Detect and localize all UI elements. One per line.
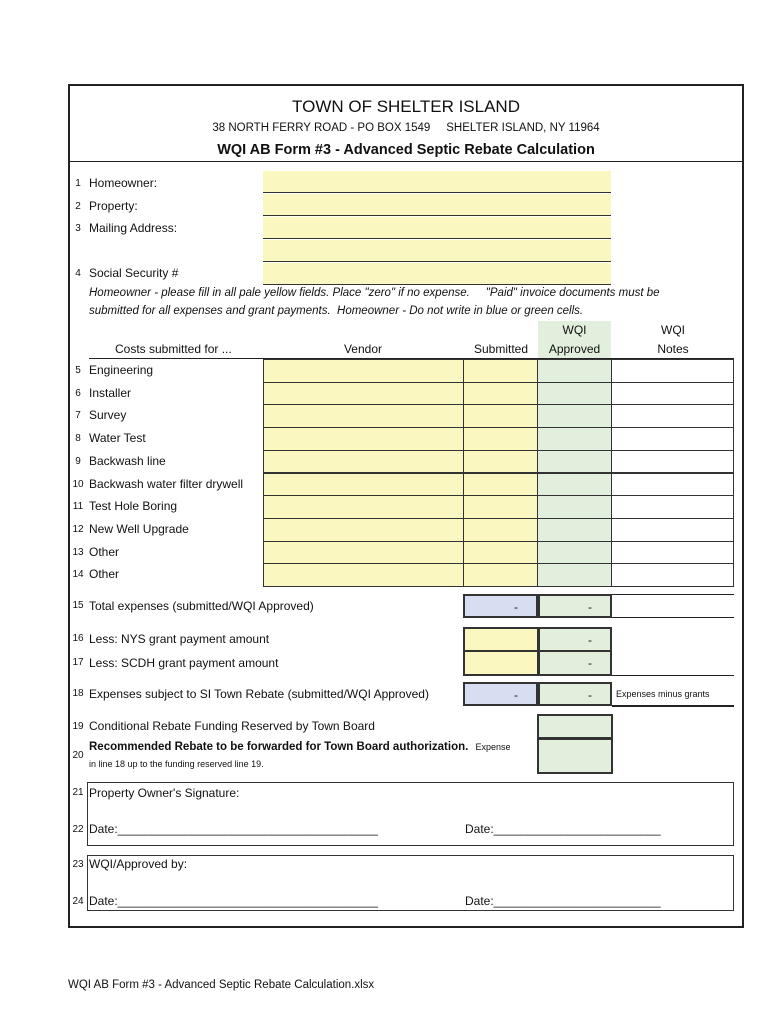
notes-cell (611, 359, 734, 383)
mailing-address-label: Mailing Address: (89, 221, 178, 235)
owner-date-line-2[interactable]: Date:_________________________ (465, 822, 661, 836)
funding-reserved-cell (537, 714, 613, 739)
row-number: 6 (75, 387, 81, 399)
funding-reserved-label: Conditional Rebate Funding Reserved by Town Board (89, 719, 375, 733)
submitted-header: Submitted (473, 342, 529, 356)
row-number: 16 (72, 633, 84, 644)
nys-grant-approved-value: - (588, 633, 592, 647)
notes-cell (611, 541, 734, 565)
cost-row-label: Other (89, 544, 120, 559)
homeowner-label: Homeowner: (89, 176, 158, 190)
town-address: 38 NORTH FERRY ROAD - PO BOX 1549 SHELTER ISLAND, NY 11964 (212, 122, 600, 134)
total-submitted-cell (463, 594, 538, 618)
submitted-field[interactable] (463, 473, 538, 497)
notes-cell (611, 450, 734, 474)
row-number: 17 (72, 657, 84, 668)
owner-signature-label: Property Owner's Signature: (89, 786, 240, 800)
submitted-field[interactable] (463, 518, 538, 542)
ssn-field[interactable] (263, 263, 611, 285)
vendor-field[interactable] (263, 541, 464, 565)
recommended-rebate-line2: in line 18 up to the funding reserved line 19. (89, 759, 264, 769)
approved-cell (537, 382, 612, 406)
row-number: 9 (75, 455, 81, 467)
cost-row-label: Engineering (89, 363, 154, 377)
instructions-line2: submitted for all expenses and grant payments. Homeowner - Do not write in blue or green cells. (89, 305, 584, 317)
vendor-header: Vendor (343, 342, 383, 356)
row-number: 3 (75, 223, 81, 234)
property-field[interactable] (263, 194, 611, 216)
total-approved-value: - (588, 600, 592, 614)
approved-cell (537, 473, 612, 497)
notes-rule (612, 594, 734, 595)
approved-cell (537, 450, 612, 474)
cost-row-label: Water Test (89, 431, 146, 446)
costs-header: Costs submitted for ... (115, 342, 232, 356)
row-number: 10 (72, 478, 84, 490)
property-label: Property: (89, 199, 138, 213)
cost-row-label: New Well Upgrade (89, 521, 189, 536)
notes-cell (611, 518, 734, 542)
row-number: 24 (72, 896, 84, 907)
ssn-label: Social Security # (89, 266, 179, 280)
submitted-field[interactable] (463, 541, 538, 565)
nys-grant-approved-cell (538, 627, 612, 651)
vendor-field[interactable] (263, 563, 464, 587)
row-number: 1 (75, 178, 81, 189)
row-number: 23 (72, 859, 84, 870)
row-number: 12 (72, 523, 84, 535)
mailing-address-field-2[interactable] (263, 240, 611, 262)
row-number: 4 (75, 268, 81, 279)
total-submitted-value: - (514, 600, 518, 614)
rebate-expenses-label: Expenses subject to SI Town Rebate (submitted/WQI Approved) (89, 687, 429, 701)
footer-filename: WQI AB Form #3 - Advanced Septic Rebate Calculation.xlsx (68, 979, 375, 991)
notes-cell (611, 495, 734, 519)
submitted-field[interactable] (463, 359, 538, 383)
notes-cell (611, 563, 734, 587)
vendor-field[interactable] (263, 495, 464, 519)
instructions-line1: Homeowner - please fill in all pale yellow fields. Place "zero" if no expense. "Paid" invoice documents must be (89, 287, 660, 299)
form-title: WQI AB Form #3 - Advanced Septic Rebate Calculation (217, 142, 595, 158)
submitted-field[interactable] (463, 495, 538, 519)
homeowner-field[interactable] (263, 171, 611, 193)
vendor-field[interactable] (263, 473, 464, 497)
cost-row-label: Backwash water filter drywell (89, 476, 244, 491)
notes-cell (611, 427, 734, 451)
submitted-field[interactable] (463, 450, 538, 474)
rebate-submitted-cell (463, 682, 538, 706)
row-number: 21 (72, 787, 84, 798)
row-number: 19 (72, 721, 84, 732)
vendor-field[interactable] (263, 404, 464, 428)
cost-row-label: Test Hole Boring (89, 499, 178, 514)
wqi-notes-header-1: WQI (661, 323, 685, 337)
row-number: 11 (72, 501, 84, 513)
recommended-rebate-label (89, 741, 511, 753)
approved-cell (537, 495, 612, 519)
total-approved-cell (538, 594, 612, 618)
notes-rule (612, 675, 734, 676)
cost-row-label: Survey (89, 408, 127, 423)
row-number: 2 (75, 201, 81, 212)
scdh-grant-label: Less: SCDH grant payment amount (89, 656, 279, 670)
submitted-field[interactable] (463, 382, 538, 406)
mailing-address-field[interactable] (263, 217, 611, 239)
row-number: 22 (72, 824, 84, 835)
cost-row-label: Backwash line (89, 453, 166, 468)
nys-grant-label: Less: NYS grant payment amount (89, 632, 270, 646)
rebate-approved-cell (538, 682, 612, 706)
header-divider (68, 161, 744, 162)
scdh-grant-submitted-field[interactable] (463, 651, 538, 676)
row-number: 7 (75, 410, 81, 422)
row-number: 18 (72, 688, 84, 699)
cost-row-label: Installer (89, 385, 132, 400)
wqi-date-line-2[interactable]: Date:_________________________ (465, 894, 661, 908)
row-number: 8 (75, 433, 81, 445)
approved-cell (537, 359, 612, 383)
owner-date-line-1[interactable]: Date:_______________________________________ (89, 822, 378, 836)
row-number: 14 (72, 569, 84, 581)
submitted-field[interactable] (463, 563, 538, 587)
wqi-approved-header-2: Approved (548, 342, 601, 356)
submitted-field[interactable] (463, 404, 538, 428)
recommended-rebate-cell (537, 738, 613, 774)
row-number: 15 (72, 600, 84, 611)
scdh-grant-approved-cell (538, 651, 612, 676)
approved-cell (537, 427, 612, 451)
wqi-approved-by-label: WQI/Approved by: (89, 857, 188, 871)
vendor-field[interactable] (263, 427, 464, 451)
cost-row-label: Other (89, 567, 120, 582)
rebate-approved-value: - (588, 688, 592, 702)
vendor-field[interactable] (263, 450, 464, 474)
rebate-submitted-value: - (514, 688, 518, 702)
notes-cell (611, 473, 734, 497)
notes-cell (611, 382, 734, 406)
nys-grant-submitted-field[interactable] (463, 627, 538, 651)
total-expenses-label: Total expenses (submitted/WQI Approved) (89, 599, 314, 613)
row-number: 20 (72, 750, 84, 761)
vendor-field[interactable] (263, 359, 464, 383)
notes-rule (612, 617, 734, 618)
wqi-date-line-1[interactable]: Date:_______________________________________ (89, 894, 378, 908)
approved-cell (537, 404, 612, 428)
town-title: TOWN OF SHELTER ISLAND (292, 97, 520, 116)
scdh-grant-approved-value: - (588, 656, 592, 670)
row-number: 13 (72, 546, 84, 558)
recommended-rebate-suffix: Expense (475, 742, 511, 752)
submitted-field[interactable] (463, 427, 538, 451)
approved-cell (537, 541, 612, 565)
wqi-notes-header-2: Notes (657, 342, 689, 356)
vendor-field[interactable] (263, 518, 464, 542)
row-number: 5 (75, 365, 81, 376)
approved-cell (537, 563, 612, 587)
notes-rule (612, 705, 734, 707)
vendor-field[interactable] (263, 382, 464, 406)
approved-cell (537, 518, 612, 542)
recommended-rebate-bold: Recommended Rebate to be forwarded for Town Board authorization. (89, 741, 469, 753)
expenses-minus-grants-note: Expenses minus grants (616, 689, 710, 699)
wqi-approved-header-1: WQI (562, 323, 587, 337)
notes-cell (611, 404, 734, 428)
